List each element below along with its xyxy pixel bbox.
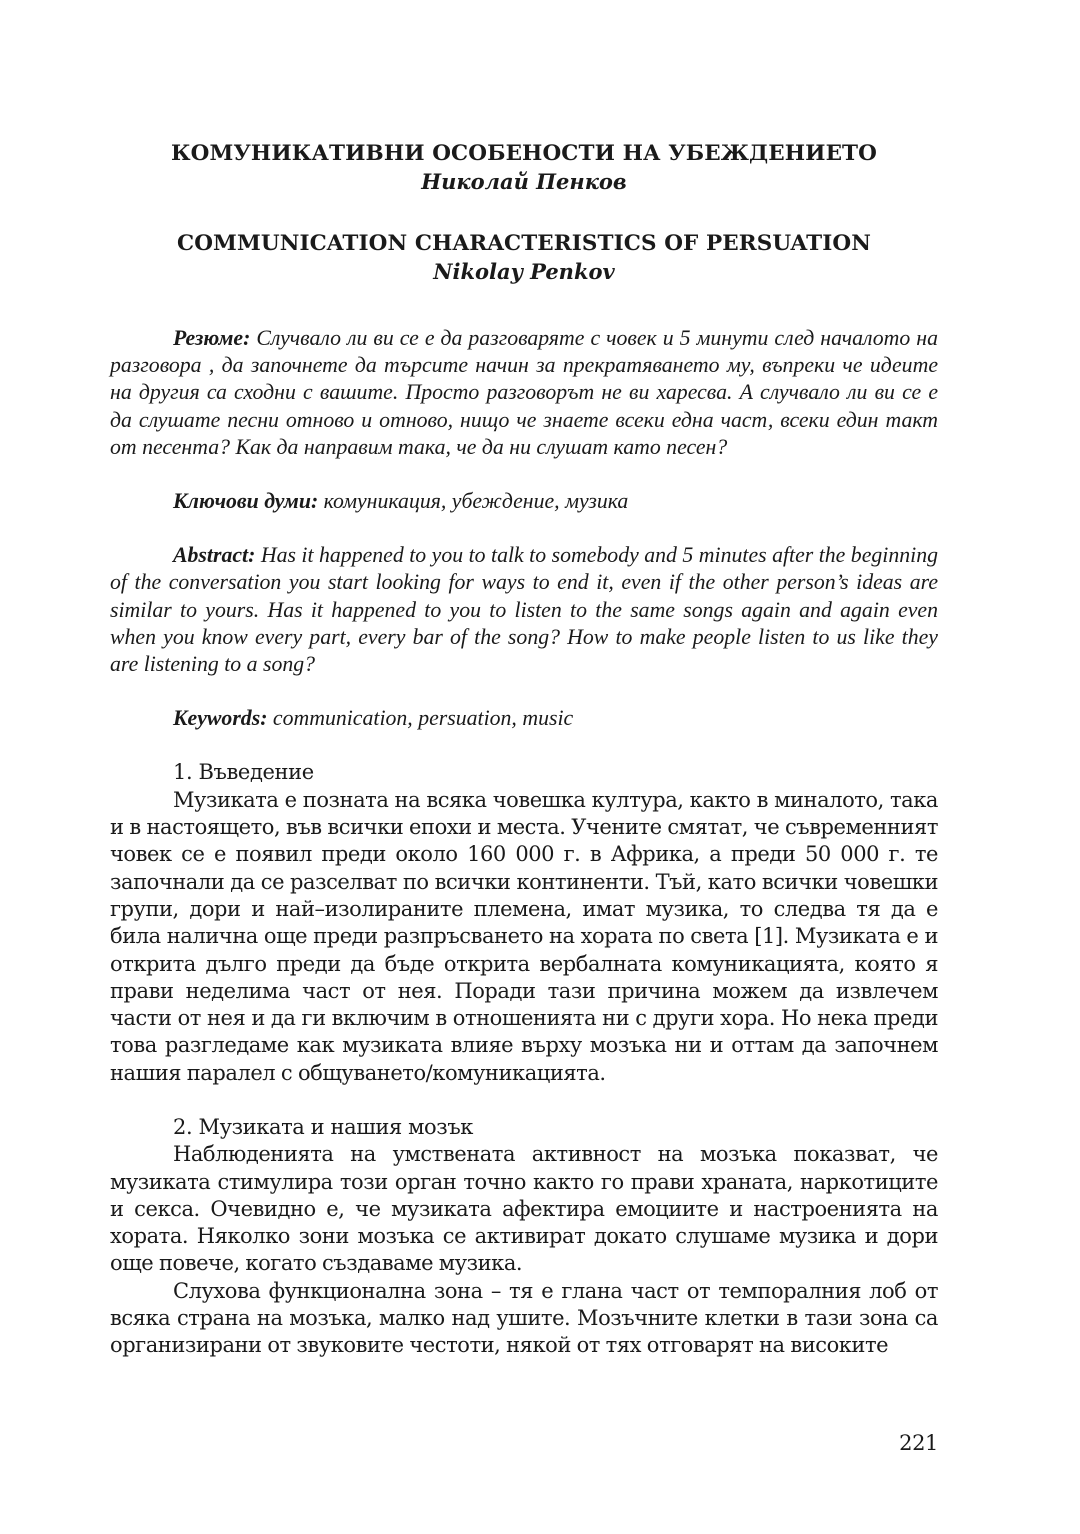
en-title: COMMUNICATION CHARACTERISTICS OF PERSUATION xyxy=(177,231,871,256)
en-title-block xyxy=(110,230,938,286)
en-abstract-text: Has it happened to you to talk to somebody and 5 minutes after the beginning of the conversation you start looking for ways to end it, even if the other person’s ideas are similar to yours. Has it happened to you to listen to the same songs again and again even when you know every part, every bar of the song? How to make people listen to us like they are listening to a song? xyxy=(110,543,938,677)
section-1-paragraph: Музиката е позната на всяка човешка култура, както в миналото, така и в настоящето, във всички епохи и места. Учените смятат, че съвременният човек се е появил преди около 160 000 г. в Африка, а преди 50 000 г. те започнали да се разселват по всички континенти. Тъй, като всички човешки групи, дори и най–изолираните племена, имат музика, то следва тя да е била налична още преди разпръсването на хората по света [1]. Музиката е и открита дълго преди да бъде открита вербалната комуникацията, която я прави неделима част от нея. Поради тази причина можем да извлечем части от нея и да ги включим в отношенията ни с други хора. Но нека преди това разгледаме как музиката влияе върху мозъка ни и оттам да започнем нашия паралел с общуването/комуникацията. xyxy=(110,787,938,1085)
section-2-heading: 2. Музиката и нашия мозък xyxy=(173,1115,474,1139)
bg-title-block xyxy=(110,140,938,196)
section-2-paragraph-2: Слухова функционална зона – тя е глана част от темпоралния лоб от всяка страна на мозъка, малко над ушите. Мозъчните клетки в тази зона са организирани от звуковите честоти, някой от тях отговарят на високите xyxy=(110,1278,938,1358)
en-keywords-text: communication, persuation, music xyxy=(267,706,574,731)
en-author: Nikolay Penkov xyxy=(433,259,615,284)
bg-author: Николай Пенков xyxy=(421,169,627,194)
bg-keywords-label: Ключови думи: xyxy=(173,489,319,514)
bg-keywords xyxy=(110,488,938,515)
bg-abstract-label: Резюме: xyxy=(173,326,251,350)
en-abstract xyxy=(110,542,938,678)
bg-abstract-text: Случвало ли ви се е да разговаряте с човек и 5 минути след началото на разговора , да започнете да търсите начин за прекратяването му, въпреки че идеите на другия са сходни с вашите. Просто разговорът не ви харесва. А случвало ли ви се е да слушате песни отново и отново, нищо че знаете всеки една част, всеки един такт от песента? Как да направим така, че да ни слушат като песен? xyxy=(110,326,938,459)
bg-title: КОМУНИКАТИВНИ ОСОБЕНОСТИ НА УБЕЖДЕНИЕТО xyxy=(171,141,877,166)
bg-keywords-text: комуникация, убеждение, музика xyxy=(318,489,629,514)
section-2-paragraph-1: Наблюденията на умствената активност на мозъка показват, че музиката стимулира този орган точно както го прави храната, наркотиците и секса. Очевидно е, че музиката афектира емоциите и настроенията на хората. Няколко зони мозъка се активират докато слушаме музика и дори още повече, когато създаваме музика. xyxy=(110,1142,938,1276)
en-keywords-label: Keywords: xyxy=(173,706,268,731)
page xyxy=(110,140,938,1360)
section-introduction xyxy=(110,759,938,1087)
en-keywords xyxy=(110,705,938,732)
bg-abstract xyxy=(110,325,938,461)
section-music-and-brain xyxy=(110,1114,938,1360)
section-1-heading: 1. Въведение xyxy=(173,760,314,785)
page-number: 221 xyxy=(899,1431,938,1455)
en-abstract-label: Abstract: xyxy=(173,543,256,568)
